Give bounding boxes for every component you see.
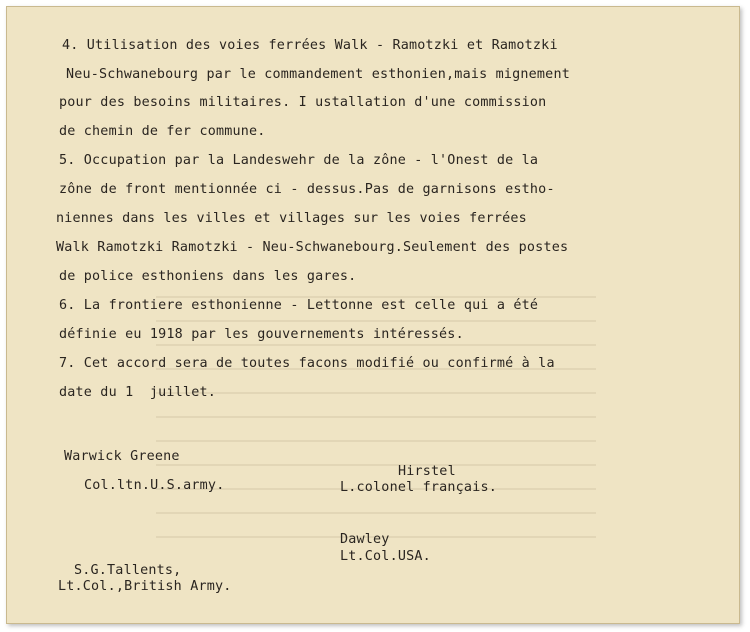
signature-greene-name: Warwick Greene — [64, 449, 180, 464]
para-7-line-2: date du 1 juillet. — [59, 385, 216, 400]
signature-dawley-name: Dawley — [340, 532, 390, 547]
document-page — [6, 6, 740, 624]
para-6-line-2: définie eu 1918 par les gouvernements intéressés. — [59, 327, 464, 342]
signature-hirstel-title: L.colonel français. — [340, 480, 497, 495]
para-4-line-4: de chemin de fer commune. — [59, 124, 266, 139]
signature-dawley-title: Lt.Col.USA. — [340, 549, 431, 564]
para-5-line-1: 5. Occupation par la Landeswehr de la zône - l'Onest de la — [59, 153, 539, 168]
para-7-line-1: 7. Cet accord sera de toutes facons modifié ou confirmé à la — [59, 356, 555, 371]
signature-hirstel-name: Hirstel — [398, 464, 456, 479]
para-5-line-2: zône de front mentionnée ci - dessus.Pas de garnisons estho- — [59, 182, 555, 197]
para-6-line-1: 6. La frontiere esthonienne - Lettonne est celle qui a été — [59, 298, 539, 313]
para-5-line-5: de police esthoniens dans les gares. — [59, 269, 357, 284]
para-5-line-3: niennes dans les villes et villages sur les voies ferrées — [56, 211, 527, 226]
para-4-line-2: Neu-Schwanebourg par le commandement esthonien,mais mignement — [66, 67, 570, 82]
signature-tallents-title: Lt.Col.,British Army. — [58, 579, 232, 594]
para-4-line-1: 4. Utilisation des voies ferrées Walk - Ramotzki et Ramotzki — [62, 38, 558, 53]
para-4-line-3: pour des besoins militaires. I ustallation d'une commission — [59, 95, 547, 110]
signature-greene-title: Col.ltn.U.S.army. — [84, 478, 225, 493]
para-5-line-4: Walk Ramotzki Ramotzki - Neu-Schwanebourg.Seulement des postes — [56, 240, 569, 255]
signature-tallents-name: S.G.Tallents, — [74, 563, 182, 578]
